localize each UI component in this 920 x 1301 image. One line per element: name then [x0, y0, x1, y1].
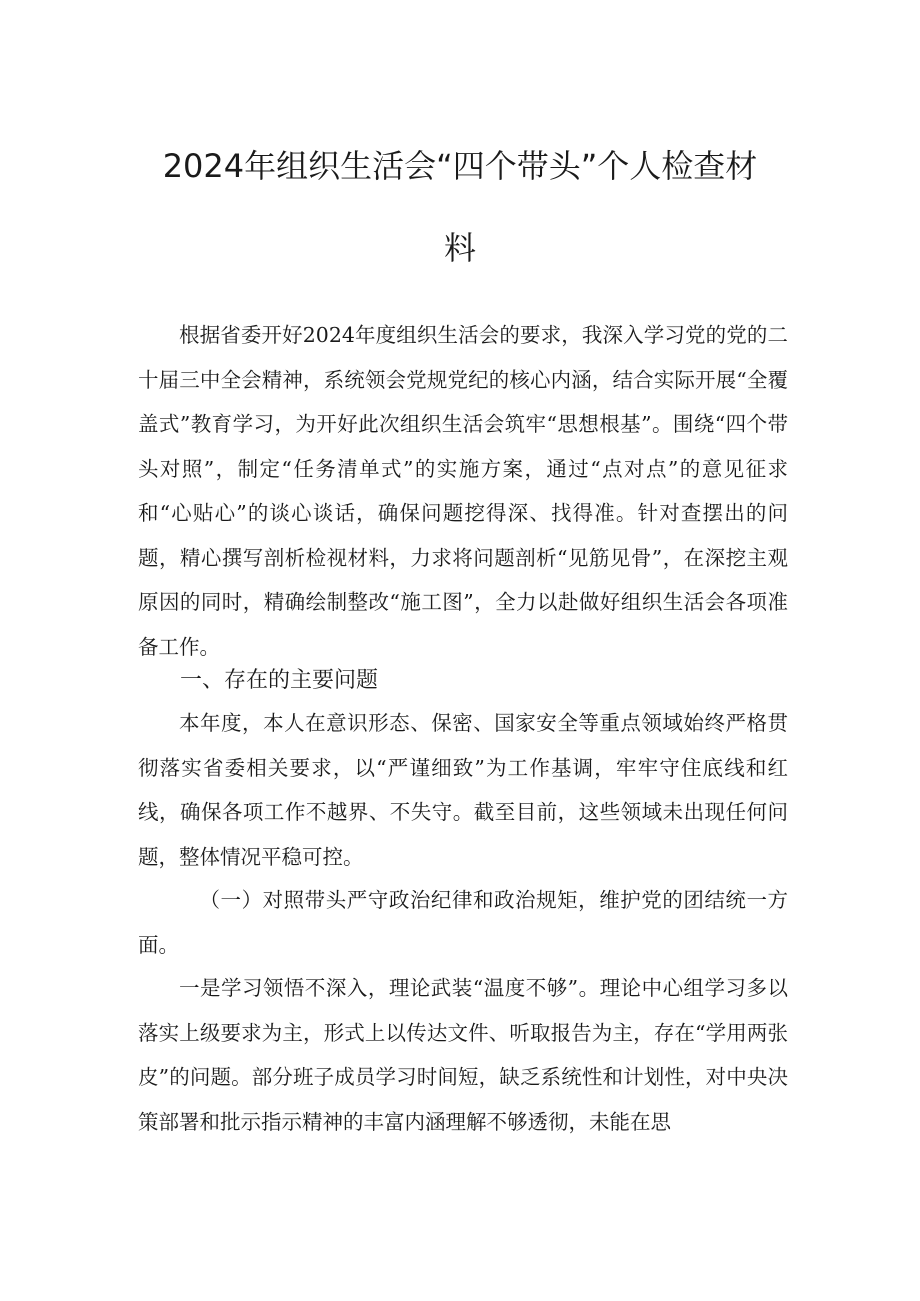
section-heading-main-problems: 一、存在的主要问题 — [180, 668, 379, 693]
point-one-paragraph: 一是学习领悟不深入，理论武装“温度不够”。理论中心组学习多以落实上级要求为主，形式上以传达文件、听取报告为主，存在“学用两张皮”的问题。部分班子成员学习时间短，缺乏系统性和计划性，对中央决策部署和批示指示精神的丰富内涵理解不够透彻，未能在思 — [138, 976, 788, 1134]
section-intro-paragraph: 本年度，本人在意识形态、保密、国家安全等重点领域始终严格贯彻落实省委相关要求，以“严谨细致”为工作基调，牢牢守住底线和红线，确保各项工作不越界、不失守。截至目前，这些领域未出现任何问题，整体情况平稳可控。 — [138, 711, 788, 869]
subsection-heading-political-discipline: （一）对照带头严守政治纪律和政治规矩，维护党的团结统一方面。 — [138, 888, 788, 957]
document-title-line-1: 2024年组织生活会“四个带头”个人检查材 — [162, 147, 758, 185]
document-title-line-2: 料 — [443, 229, 476, 267]
intro-paragraph: 根据省委开好2024年度组织生活会的要求，我深入学习党的党的二十届三中全会精神，系统领会党规党纪的核心内涵，结合实际开展“全覆盖式”教育学习，为开好此次组织生活会筑牢“思想根基”。围绕“四个带头对照”，制定“任务清单式”的实施方案，通过“点对点”的意见征求和“心贴心”的谈心谈话，确保问题挖得深、找得准。针对查摆出的问题，精心撰写剖析检视材料，力求将问题剖析“见筋见骨”，在深挖主观原因的同时，精确绘制整改“施工图”，全力以赴做好组织生活会各项准备工作。 — [138, 323, 788, 659]
